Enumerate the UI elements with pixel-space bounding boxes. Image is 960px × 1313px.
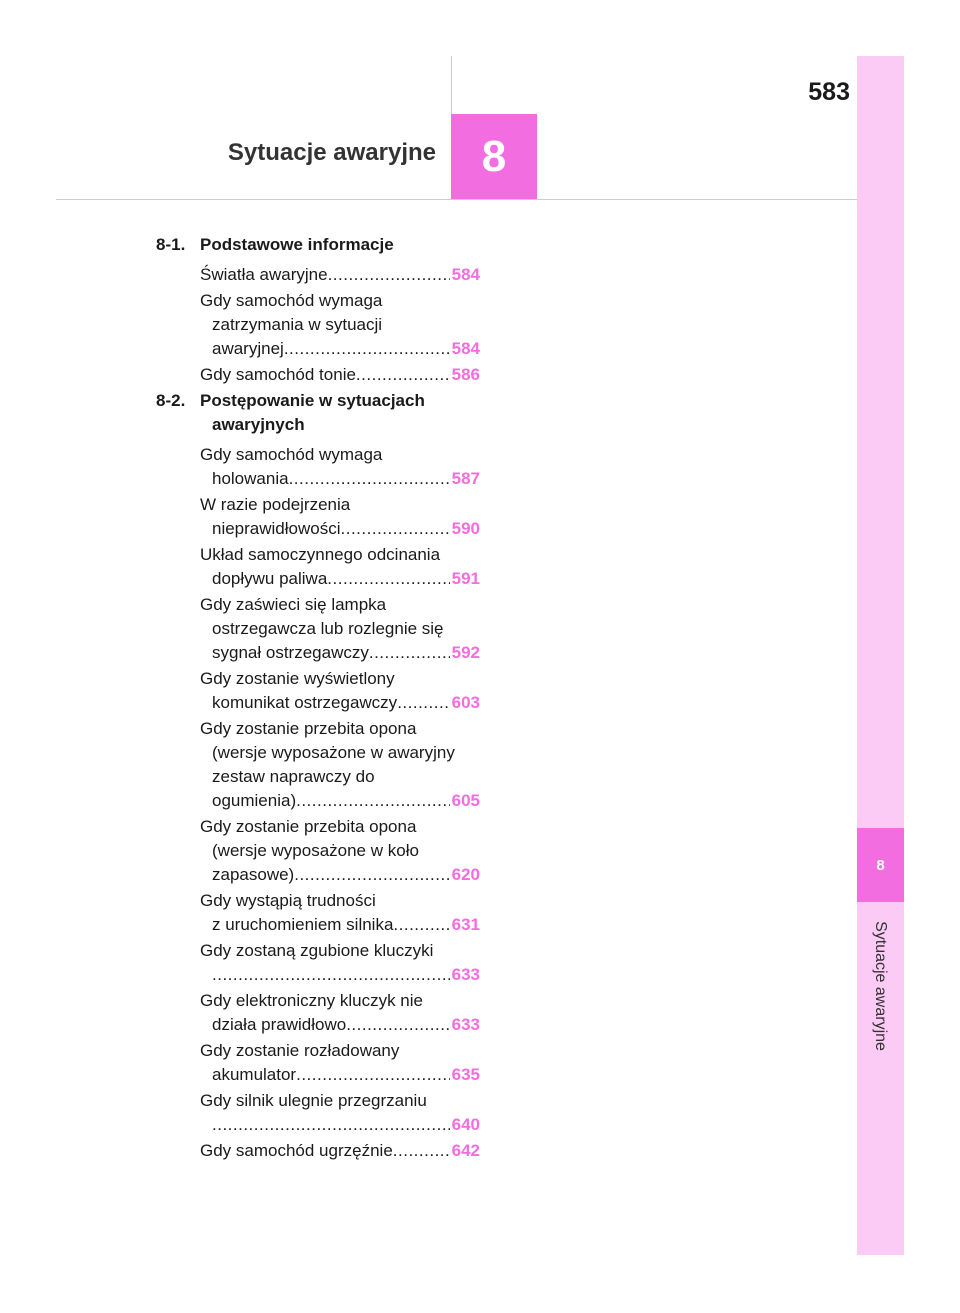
toc-entry[interactable] bbox=[200, 989, 480, 1037]
toc-entry-last-line bbox=[200, 1063, 480, 1087]
page-reference-link[interactable]: 590 bbox=[451, 519, 480, 538]
toc-entry-last-line bbox=[200, 517, 480, 541]
toc-entry-line: Gdy zostaną zgubione kluczyki bbox=[200, 941, 434, 960]
section-number: 8-1. bbox=[156, 235, 186, 254]
toc-entry-line: Gdy zaświeci się lampka bbox=[200, 595, 387, 614]
dot-leader bbox=[327, 567, 449, 591]
dot-leader bbox=[289, 467, 450, 491]
toc-entry-text: Gdy samochód ugrzęźnie bbox=[200, 1141, 393, 1160]
toc-entry-line: (wersje wyposażone w awaryjny bbox=[212, 743, 455, 762]
toc-entry-text: komunikat ostrzegawczy bbox=[212, 693, 398, 712]
dot-leader bbox=[393, 1139, 450, 1163]
header-horizontal-rule bbox=[56, 199, 857, 200]
dot-leader bbox=[212, 1113, 450, 1137]
toc-entry-text: Gdy samochód tonie bbox=[200, 365, 356, 384]
toc-entry[interactable] bbox=[200, 263, 480, 287]
toc-entry-text: z uruchomieniem silnika bbox=[212, 915, 394, 934]
toc-entry-line: Gdy wystąpią trudności bbox=[200, 891, 376, 910]
toc-entry-text: zapasowe) bbox=[212, 865, 295, 884]
chapter-title: Sytuacje awaryjne bbox=[227, 139, 436, 166]
chapter-tab-label: Sytuacje awaryjne bbox=[872, 921, 889, 1051]
dot-leader bbox=[356, 363, 450, 387]
toc-entry-line: Gdy zostanie przebita opona bbox=[200, 817, 417, 836]
toc-entry[interactable] bbox=[200, 815, 480, 887]
toc-entry-last-line bbox=[200, 337, 480, 361]
toc-entry-line: Gdy samochód wymaga bbox=[200, 445, 383, 464]
toc-entry[interactable] bbox=[200, 543, 480, 591]
page-reference-link[interactable]: 631 bbox=[451, 915, 480, 934]
toc-entry-text: holowania bbox=[212, 469, 289, 488]
toc-entry-text: nieprawidłowości bbox=[212, 519, 341, 538]
toc-entry-last-line bbox=[200, 691, 480, 715]
toc-entry-line: ostrzegawcza lub rozlegnie się bbox=[212, 619, 444, 638]
dot-leader bbox=[294, 863, 449, 887]
toc-entry[interactable] bbox=[200, 1039, 480, 1087]
toc-entry-line: (wersje wyposażone w koło bbox=[212, 841, 419, 860]
toc-entry-last-line bbox=[200, 963, 480, 987]
section-title-line: Postępowanie w sytuacjach bbox=[200, 391, 425, 410]
toc-entry-text: akumulator bbox=[212, 1065, 297, 1084]
dot-leader bbox=[328, 263, 450, 287]
toc-entry-last-line bbox=[200, 467, 480, 491]
page-reference-link[interactable]: 642 bbox=[451, 1141, 480, 1160]
dot-leader bbox=[369, 641, 450, 665]
toc-entry-last-line bbox=[200, 567, 480, 591]
page-reference-link[interactable]: 587 bbox=[451, 469, 480, 488]
toc-entry-line: Gdy samochód wymaga bbox=[200, 291, 383, 310]
dot-leader bbox=[284, 337, 450, 361]
section-heading bbox=[150, 389, 480, 437]
page-reference-link[interactable]: 605 bbox=[451, 791, 480, 810]
dot-leader bbox=[296, 1063, 450, 1087]
toc-entry-line: Gdy zostanie przebita opona bbox=[200, 719, 417, 738]
dot-leader bbox=[397, 691, 449, 715]
header-vertical-rule bbox=[451, 56, 452, 114]
toc-entry[interactable] bbox=[200, 593, 480, 665]
page-reference-link[interactable]: 584 bbox=[451, 339, 480, 358]
page-reference-link[interactable]: 633 bbox=[451, 1015, 480, 1034]
toc-entry-line: Gdy elektroniczny kluczyk nie bbox=[200, 991, 423, 1010]
page-reference-link[interactable]: 635 bbox=[451, 1065, 480, 1084]
toc-entry-line: W razie podejrzenia bbox=[200, 495, 351, 514]
chapter-number-box bbox=[451, 114, 537, 199]
page-reference-link[interactable]: 592 bbox=[451, 643, 480, 662]
toc-entry-last-line bbox=[200, 913, 480, 937]
toc-entry-last-line bbox=[200, 1139, 480, 1163]
toc-entry-last-line bbox=[200, 263, 480, 287]
toc-entry[interactable] bbox=[200, 1089, 480, 1137]
toc-entry[interactable] bbox=[200, 493, 480, 541]
section-number: 8-2. bbox=[156, 391, 186, 410]
toc-entry-text: Światła awaryjne bbox=[200, 265, 328, 284]
dot-leader bbox=[212, 963, 450, 987]
chapter-tab[interactable] bbox=[857, 828, 904, 902]
toc-entry[interactable] bbox=[200, 889, 480, 937]
page-reference-link[interactable]: 640 bbox=[451, 1115, 480, 1134]
toc-entry-line: zatrzymania w sytuacji bbox=[212, 315, 383, 334]
toc-entry[interactable] bbox=[200, 363, 480, 387]
section-title-line: awaryjnych bbox=[212, 415, 305, 434]
dot-leader bbox=[346, 1013, 449, 1037]
toc-entry-last-line bbox=[200, 789, 480, 813]
chapter-tab-number: 8 bbox=[876, 856, 885, 874]
toc-entry-line: Gdy zostanie wyświetlony bbox=[200, 669, 395, 688]
section-title-line: Podstawowe informacje bbox=[200, 235, 394, 254]
table-of-contents bbox=[150, 233, 480, 1165]
page-reference-link[interactable]: 603 bbox=[451, 693, 480, 712]
toc-entry-text: awaryjnej bbox=[212, 339, 284, 358]
toc-entry-last-line bbox=[200, 863, 480, 887]
toc-entry[interactable] bbox=[200, 443, 480, 491]
page-number: 583 bbox=[808, 78, 850, 106]
dot-leader bbox=[341, 517, 450, 541]
toc-entry-text: sygnał ostrzegawczy bbox=[212, 643, 369, 662]
toc-entry-last-line bbox=[200, 1113, 480, 1137]
page-reference-link[interactable]: 586 bbox=[451, 365, 480, 384]
section-heading bbox=[150, 233, 480, 257]
page-reference-link[interactable]: 584 bbox=[451, 265, 480, 284]
chapter-number: 8 bbox=[481, 131, 507, 181]
toc-entry-text: dopływu paliwa bbox=[212, 569, 328, 588]
dot-leader bbox=[296, 789, 450, 813]
dot-leader bbox=[393, 913, 449, 937]
page-reference-link[interactable]: 591 bbox=[451, 569, 480, 588]
page-reference-link[interactable]: 633 bbox=[451, 965, 480, 984]
toc-entry-last-line bbox=[200, 363, 480, 387]
toc-entry-last-line bbox=[200, 641, 480, 665]
toc-entry-line: Gdy zostanie rozładowany bbox=[200, 1041, 400, 1060]
toc-entry[interactable] bbox=[200, 939, 480, 987]
toc-entry[interactable] bbox=[200, 667, 480, 715]
toc-entry-line: zestaw naprawczy do bbox=[212, 767, 375, 786]
toc-entry-text: ogumienia) bbox=[212, 791, 297, 810]
side-strip bbox=[857, 56, 904, 1255]
toc-entry[interactable] bbox=[200, 717, 480, 813]
toc-entry[interactable] bbox=[200, 289, 480, 361]
toc-entry[interactable] bbox=[200, 1139, 480, 1163]
toc-entry-text: działa prawidłowo bbox=[212, 1015, 347, 1034]
toc-entry-line: Układ samoczynnego odcinania bbox=[200, 545, 441, 564]
page-reference-link[interactable]: 620 bbox=[451, 865, 480, 884]
toc-entry-line: Gdy silnik ulegnie przegrzaniu bbox=[200, 1091, 427, 1110]
toc-entry-last-line bbox=[200, 1013, 480, 1037]
